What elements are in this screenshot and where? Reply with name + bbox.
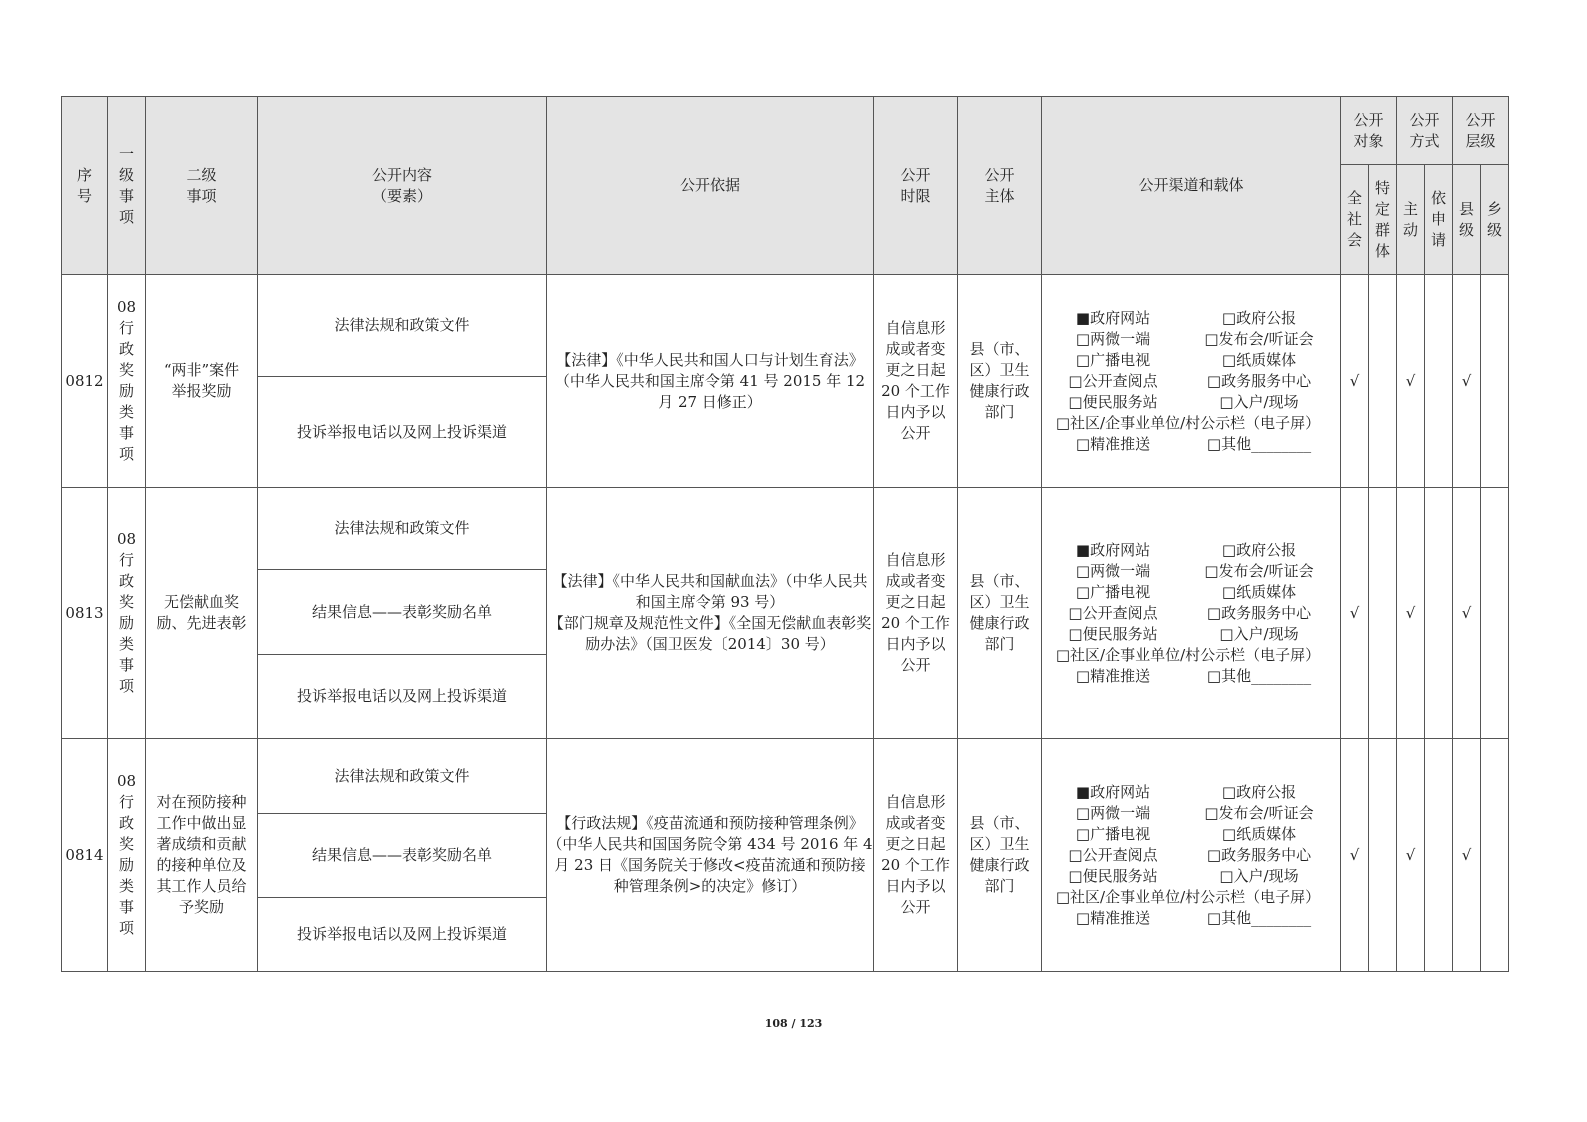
mark-level-county: √ [1453,739,1481,972]
channel-item: □社区/企事业单位/村公示栏（电子屏） [1055,645,1321,664]
header-method: 公开 方式 [1397,97,1453,165]
channel-item: □广播电视 [1075,350,1151,369]
mark-method-active: √ [1397,275,1425,488]
channel-item: □纸质媒体 [1221,350,1297,369]
channel-item: □精准推送 [1075,666,1151,685]
header-target: 公开 对象 [1341,97,1397,165]
channel-item: ■政府网站 [1075,782,1151,801]
channel-item: □发布会/听证会 [1204,803,1314,822]
mark-method-request [1425,488,1453,739]
header-content: 公开内容 （要素） [258,97,547,275]
channel-item: □精准推送 [1075,434,1151,453]
channel-item: □入户/现场 [1219,392,1299,411]
header-level: 公开 层级 [1453,97,1509,165]
row-subject: 县（市、 区）卫生 健康行政 部门 [958,488,1042,739]
channel-item: □政府公报 [1221,782,1297,801]
row-channels [1042,275,1341,488]
mark-target-specific [1369,488,1397,739]
channel-item: □入户/现场 [1219,624,1299,643]
mark-target-specific [1369,739,1397,972]
mark-method-request [1425,739,1453,972]
page-number: 108 / 123 [764,1017,823,1030]
row-channels [1042,488,1341,739]
channel-item: □便民服务站 [1068,392,1158,411]
mark-level-county: √ [1453,488,1481,739]
channel-item: □其他________ [1206,434,1312,453]
channel-item: □社区/企事业单位/村公示栏（电子屏） [1055,887,1321,906]
row-level1: 08 行 政 奖 励 类 事 项 [108,488,146,739]
header-time-limit: 公开 时限 [874,97,958,275]
channel-item: □公开查阅点 [1068,603,1158,622]
mark-level-county: √ [1453,275,1481,488]
header-level-county: 县 级 [1453,165,1481,275]
channel-item: □政务服务中心 [1206,845,1312,864]
channel-item: □政务服务中心 [1206,603,1312,622]
header-seq: 序 号 [62,97,108,275]
mark-method-active: √ [1397,739,1425,972]
row-basis: 【行政法规】《疫苗流通和预防接种管理条例》（中华人民共和国国务院令第 434 号 2016 年 4 月 23 日《国务院关于修改<疫苗流通和预防接种管理条例>的决定》修订） [547,739,874,972]
header-level1: 一 级 事 项 [108,97,146,275]
header-target-specific: 特 定 群 体 [1369,165,1397,275]
header-level-township: 乡 级 [1481,165,1509,275]
row-content-item: 法律法规和政策文件 [258,739,547,814]
row-content-item: 结果信息——表彰奖励名单 [258,570,547,655]
row-level1: 08 行 政 奖 励 类 事 项 [108,739,146,972]
table-row [62,275,1509,377]
channel-item: □便民服务站 [1068,866,1158,885]
row-time-limit: 自信息形 成或者变 更之日起 20 个工作 日内予以 公开 [874,739,958,972]
channel-item: □纸质媒体 [1221,824,1297,843]
header-target-all: 全 社 会 [1341,165,1369,275]
channel-item: □公开查阅点 [1068,371,1158,390]
channel-item: □入户/现场 [1219,866,1299,885]
mark-target-all: √ [1341,739,1369,972]
row-content-item: 投诉举报电话以及网上投诉渠道 [258,377,547,488]
mark-level-township [1481,488,1509,739]
mark-target-all: √ [1341,275,1369,488]
mark-target-all: √ [1341,488,1369,739]
channel-item: □社区/企事业单位/村公示栏（电子屏） [1055,413,1321,432]
row-subject: 县（市、 区）卫生 健康行政 部门 [958,739,1042,972]
mark-method-request [1425,275,1453,488]
mark-level-township [1481,739,1509,972]
row-content-item: 法律法规和政策文件 [258,275,547,377]
header-basis: 公开依据 [547,97,874,275]
row-seq: 0813 [62,488,108,739]
channel-item: □两微一端 [1075,329,1151,348]
channel-item: □广播电视 [1075,824,1151,843]
channel-item: □其他________ [1206,666,1312,685]
mark-target-specific [1369,275,1397,488]
channel-item: □政务服务中心 [1206,371,1312,390]
row-subject: 县（市、 区）卫生 健康行政 部门 [958,275,1042,488]
channel-item: □便民服务站 [1068,624,1158,643]
header-method-request: 依 申 请 [1425,165,1453,275]
channel-item: □发布会/听证会 [1204,329,1314,348]
table-header [62,97,1509,275]
channel-item: ■政府网站 [1075,540,1151,559]
channel-item: □发布会/听证会 [1204,561,1314,580]
channel-item: □精准推送 [1075,908,1151,927]
header-channels: 公开渠道和载体 [1042,97,1341,275]
mark-level-township [1481,275,1509,488]
row-content-item: 法律法规和政策文件 [258,488,547,570]
row-content-item: 投诉举报电话以及网上投诉渠道 [258,898,547,972]
disclosure-table [61,96,1509,972]
row-level1: 08 行 政 奖 励 类 事 项 [108,275,146,488]
header-method-active: 主 动 [1397,165,1425,275]
table-row [62,488,1509,570]
row-content-item: 结果信息——表彰奖励名单 [258,814,547,898]
channel-item: □广播电视 [1075,582,1151,601]
row-time-limit: 自信息形 成或者变 更之日起 20 个工作 日内予以 公开 [874,275,958,488]
channel-item: □两微一端 [1075,803,1151,822]
channel-item: □纸质媒体 [1221,582,1297,601]
channel-item: ■政府网站 [1075,308,1151,327]
mark-method-active: √ [1397,488,1425,739]
row-level2: 无偿献血奖 励、先进表彰 [146,488,258,739]
channel-item: □公开查阅点 [1068,845,1158,864]
header-level2: 二级 事项 [146,97,258,275]
row-time-limit: 自信息形 成或者变 更之日起 20 个工作 日内予以 公开 [874,488,958,739]
row-level2: “两非”案件 举报奖励 [146,275,258,488]
channel-item: □其他________ [1206,908,1312,927]
row-basis: 【法律】《中华人民共和国人口与计划生育法》（中华人民共和国主席令第 41 号 2015 年 12 月 27 日修正） [547,275,874,488]
row-channels [1042,739,1341,972]
channel-item: □两微一端 [1075,561,1151,580]
row-level2: 对在预防接种 工作中做出显 著成绩和贡献 的接种单位及 其工作人员给 予奖励 [146,739,258,972]
header-subject: 公开 主体 [958,97,1042,275]
channel-item: □政府公报 [1221,540,1297,559]
row-seq: 0814 [62,739,108,972]
table-row [62,739,1509,814]
row-seq: 0812 [62,275,108,488]
channel-item: □政府公报 [1221,308,1297,327]
row-content-item: 投诉举报电话以及网上投诉渠道 [258,655,547,739]
row-basis: 【法律】《中华人民共和国献血法》（中华人民共和国主席令第 93 号） 【部门规章及规范性文件】《全国无偿献血表彰奖励办法》（国卫医发〔2014〕30 号） [547,488,874,739]
